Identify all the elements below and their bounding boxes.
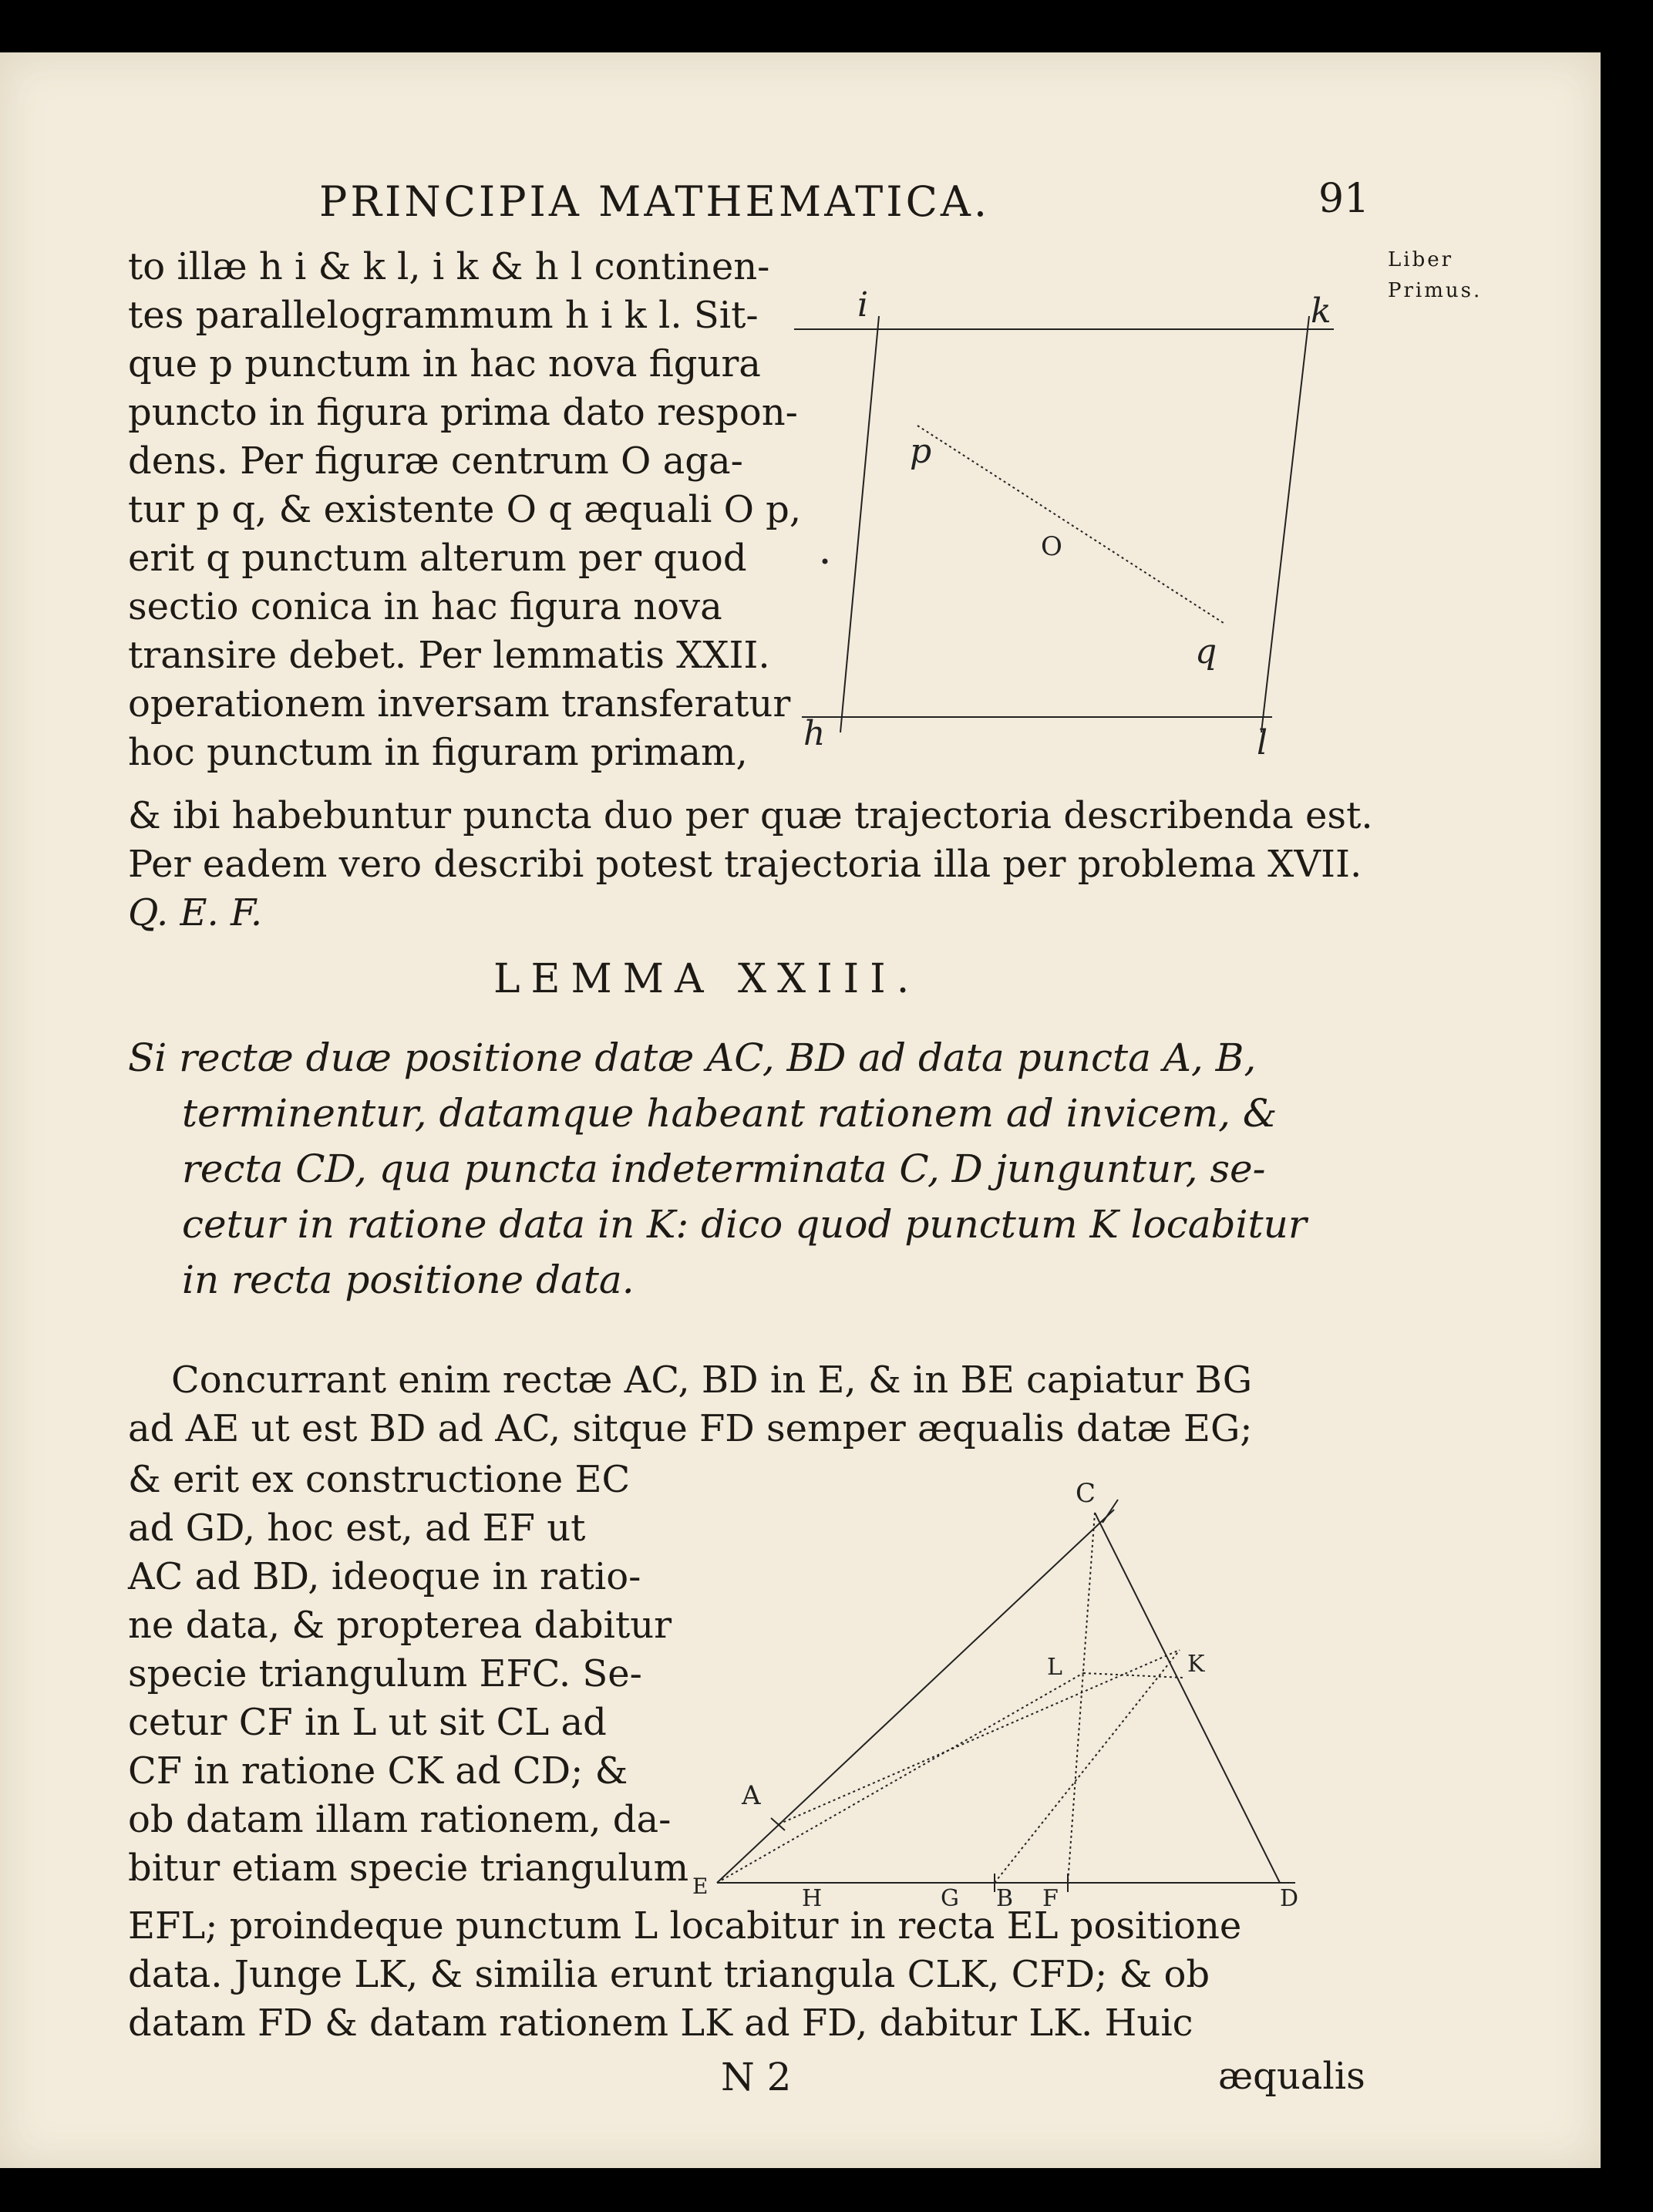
text-line: dens. Per figuræ centrum O aga- bbox=[128, 439, 743, 483]
label-G: G bbox=[941, 1885, 959, 1912]
enunciation-line: cetur in ratione data in K: dico quod punctum K locabitur bbox=[182, 1202, 1307, 1247]
line-CF bbox=[1068, 1513, 1095, 1883]
text-line: ne data, & propterea dabitur bbox=[128, 1604, 672, 1647]
text-line: to illæ h i & k l, i k & h l continen- bbox=[128, 245, 770, 288]
label-D: D bbox=[1280, 1885, 1299, 1912]
text-line: ob datam illam rationem, da- bbox=[128, 1798, 672, 1841]
label-h: h bbox=[803, 714, 826, 753]
text-line: ad AE ut est BD ad AC, sitque FD semper æqualis datæ EG; bbox=[128, 1407, 1253, 1450]
line-EC bbox=[717, 1510, 1114, 1883]
label-E: E bbox=[692, 1874, 709, 1899]
line-ih bbox=[840, 316, 879, 732]
label-L: L bbox=[1047, 1654, 1062, 1681]
text-line: sectio conica in hac figura nova bbox=[128, 585, 722, 628]
text-line: transire debet. Per lemmatis XXII. bbox=[128, 634, 770, 677]
label-K: K bbox=[1187, 1651, 1205, 1678]
label-F: F bbox=[1042, 1885, 1059, 1912]
label-C: C bbox=[1076, 1478, 1096, 1509]
text-line: cetur CF in L ut sit CL ad bbox=[128, 1701, 607, 1744]
text-line: Per eadem vero describi potest trajectoria illa per problema XVII. bbox=[128, 843, 1362, 886]
text-line: hoc punctum in figuram primam, bbox=[128, 731, 748, 774]
line-pq bbox=[917, 426, 1226, 625]
text-line: operationem inversam transferatur bbox=[128, 682, 791, 726]
text-line: erit q punctum alterum per quod bbox=[128, 537, 747, 580]
running-head: PRINCIPIA MATHEMATICA. bbox=[319, 177, 991, 226]
tick-A bbox=[771, 1818, 785, 1830]
label-l: l bbox=[1257, 723, 1268, 763]
margin-note-line-1: Liber bbox=[1388, 248, 1454, 271]
text-line: EFL; proindeque punctum L locabitur in recta EL positione bbox=[128, 1904, 1242, 1948]
line-CD bbox=[1095, 1513, 1280, 1883]
text-line: & erit ex constructione EC bbox=[128, 1458, 631, 1501]
text-line: puncto in figura prima dato respon- bbox=[128, 391, 798, 434]
label-H: H bbox=[802, 1885, 823, 1912]
enunciation-line: terminentur, datamque habeant rationem ad invicem, & bbox=[182, 1091, 1278, 1136]
text-line: specie triangulum EFC. Se- bbox=[128, 1652, 642, 1695]
qef-mark: Q. E. F. bbox=[128, 891, 263, 934]
lemma-heading: LEMMA XXIII. bbox=[493, 956, 921, 1002]
label-i: i bbox=[857, 285, 869, 325]
enunciation-line: recta CD, qua puncta indeterminata C, D junguntur, se- bbox=[182, 1146, 1266, 1191]
label-B: B bbox=[996, 1885, 1014, 1912]
text-line: tur p q, & existente O q æquali O p, bbox=[128, 488, 802, 531]
point-dot bbox=[823, 559, 827, 564]
text-line: bitur etiam specie triangulum bbox=[128, 1847, 689, 1890]
text-line: & ibi habebuntur puncta duo per quæ trajectoria describenda est. bbox=[128, 794, 1373, 837]
line-EL bbox=[717, 1673, 1083, 1883]
label-A: A bbox=[742, 1780, 761, 1811]
line-kl bbox=[1261, 316, 1309, 732]
text-line: CF in ratione CK ad CD; & bbox=[128, 1749, 628, 1793]
line-AB bbox=[779, 1650, 1180, 1824]
label-k: k bbox=[1311, 291, 1331, 331]
enunciation-line: in recta positione data. bbox=[182, 1258, 635, 1302]
text-line: AC ad BD, ideoque in ratio- bbox=[128, 1555, 641, 1598]
margin-note-line-2: Primus. bbox=[1388, 279, 1483, 302]
line-C-tick bbox=[1103, 1500, 1118, 1523]
triangle-figure bbox=[686, 1465, 1334, 1912]
label-p: p bbox=[910, 432, 932, 471]
text-line: ad GD, hoc est, ad EF ut bbox=[128, 1507, 586, 1550]
parallelogram-figure bbox=[794, 285, 1380, 763]
enunciation-line: Si rectæ duæ positione datæ AC, BD ad data puncta A, B, bbox=[128, 1035, 1257, 1080]
text-line: datam FD & datam rationem LK ad FD, dabitur LK. Huic bbox=[128, 2002, 1193, 2045]
label-O: O bbox=[1041, 531, 1062, 562]
text-line: que p punctum in hac nova figura bbox=[128, 342, 761, 386]
page-number: 91 bbox=[1318, 176, 1370, 222]
line-BK bbox=[995, 1650, 1180, 1883]
signature-mark: N 2 bbox=[721, 2055, 792, 2099]
text-line: Concurrant enim rectæ AC, BD in E, & in BE capiatur BG bbox=[171, 1359, 1253, 1402]
text-line: tes parallelogrammum h i k l. Sit- bbox=[128, 294, 759, 337]
line-LK bbox=[1083, 1673, 1183, 1678]
text-line: data. Junge LK, & similia erunt triangula CLK, CFD; & ob bbox=[128, 1953, 1210, 1996]
label-q: q bbox=[1195, 632, 1217, 672]
catchword: æqualis bbox=[1218, 2055, 1365, 2098]
